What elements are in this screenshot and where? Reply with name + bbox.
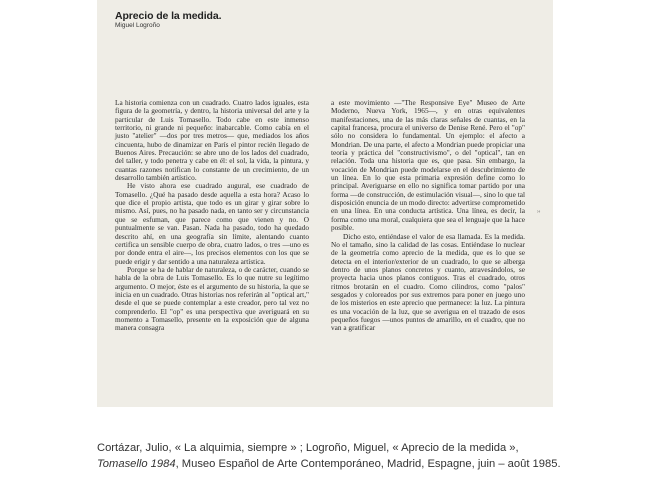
paragraph: La historia comienza con un cuadrado. Cuatro lados iguales, esta figura de la geometría, y dentro, la historia universal del arte y la particular de Luis Tomasello. Todo cabe en este inmenso territorio, ni grande ni pequeño: inabarcable. Como cabía en el justo "atelier" —dos por tres metros— que, mediados los años cincuenta, hubo de dinamizar en París el pintor recién llegado de Buenos Aires. Precaución: se abre uno de los lados del cuadrado, del taller, y todo penetra y cabe en él: el sol, la vida, la pintura, y cuantas razones notifican lo constante de un crecimiento, de un desarrollo también artístico. <box>115 98 309 183</box>
figure-caption <box>97 440 637 472</box>
paragraph: Dicho esto, entiéndase el valor de esa llamada. Es la medida. No el tamaño, sino la calidad de las cosas. Entiéndase lo nuclear de la geometría como aprecio de la medida, que es lo que se detecta en el interior/exterior de un cuadrado, lo que se alberga dentro de unos planos concretos y cuanto, atravesándolos, se proyecta hacia unos planos contiguos. Tras el cuadrado, otros ritmos brotarán en el cuadro. Como cilindros, como "palos" sesgados y coloreados por sus extremos para poner en juego uno de los misterios en este aprecio que permanece: la luz. La pintura es una vocación de la luz, que se averigua en el trazado de esos pequeños fuegos —unos puntos de amarillo, en el cuadro, que no van a gratificar <box>331 231 525 333</box>
caption-book-title: Tomasello 1984 <box>97 458 176 470</box>
paragraph: Porque se ha de hablar de naturaleza, o de carácter, cuando se habla de la obra de Luis Tomasello. Es lo que nutre su legítimo argumento. O mejor, éste es el argumento de su historia, la que se inicia en un cuadrado. Otras historias nos referirán al "optical art," desde el que se puede contemplar a este creador, pero tal vez no comprenderlo. El "op" es una perspectiva que averiguará en su momento a Tomasello, presente en la exposición que de alguna manera consagra <box>115 264 309 333</box>
scanned-page <box>97 0 553 407</box>
paragraph: He visto ahora ese cuadrado augural, ese cuadrado de Tomasello. ¿Qué ha pasado desde aquella a esta hora? Acaso lo que dice el propio artista, que todo es un girar y girar sobre lo mismo. Así, pues, no ha pasado nada, en tanto ser y circunstancia que se esfuman, que parece como que vienen y no. O puntualmente se van. Pasan. Nada ha pasado, todo ha quedado descrito ahí, en una geografía sin límite, alentando cuanto certifica un sensible cuerpo de obra, cuatro lados, o tres —uno es por donde entra el aire—, los precisos elementos con los que se puede erigir y dar sentido a una naturaleza artística. <box>115 181 309 266</box>
text-column-right <box>331 99 525 333</box>
caption-line-2 <box>97 456 637 472</box>
article-title: Aprecio de la medida. <box>115 10 222 22</box>
paragraph: a este movimiento —"The Responsive Eye" Museo de Arte Moderno, Nueva York, 1965—, y en otras equivalentes manifestaciones, una de las más claras señales de cuantas, en la capital francesa, procura el universo de Denise René. Pero el "op" sólo no considera lo fundamental. Un ejemplo: el afecto a Mondrian. De una parte, el afecto a Mondrian puede propiciar una teoría y práctica del "constructivismo", o del "optical", tan en relación. Toda una historia que es, que pasa. Sin embargo, la vocación de Mondrian puede modelarse en el descubrimiento de un línea. En lo que esta primaria expresión define como lo principal. Averiguarse en ello no significa tomar partido por una forma —de construcción, de estimulación visual—, sino lo que tal disposición enuncia de un modo directo: advertirse comprometido en una línea. En una conducta artística. Una línea, es decir, la forma como una moral, cualquiera que sea el lenguaje que la hace posible. <box>331 98 525 233</box>
text-column-left <box>115 99 309 333</box>
caption-publisher: , Museo Español de Arte Contemporáneo, Madrid, Espagne, juin – août 1985. <box>175 458 561 470</box>
page-continuation-marker: ›› <box>537 209 541 215</box>
article-header <box>115 10 221 30</box>
caption-line-1: Cortázar, Julio, « La alquimia, siempre » ; Logroño, Miguel, « Aprecio de la medida », <box>97 442 519 454</box>
article-author: Miguel Logroño <box>115 22 160 29</box>
